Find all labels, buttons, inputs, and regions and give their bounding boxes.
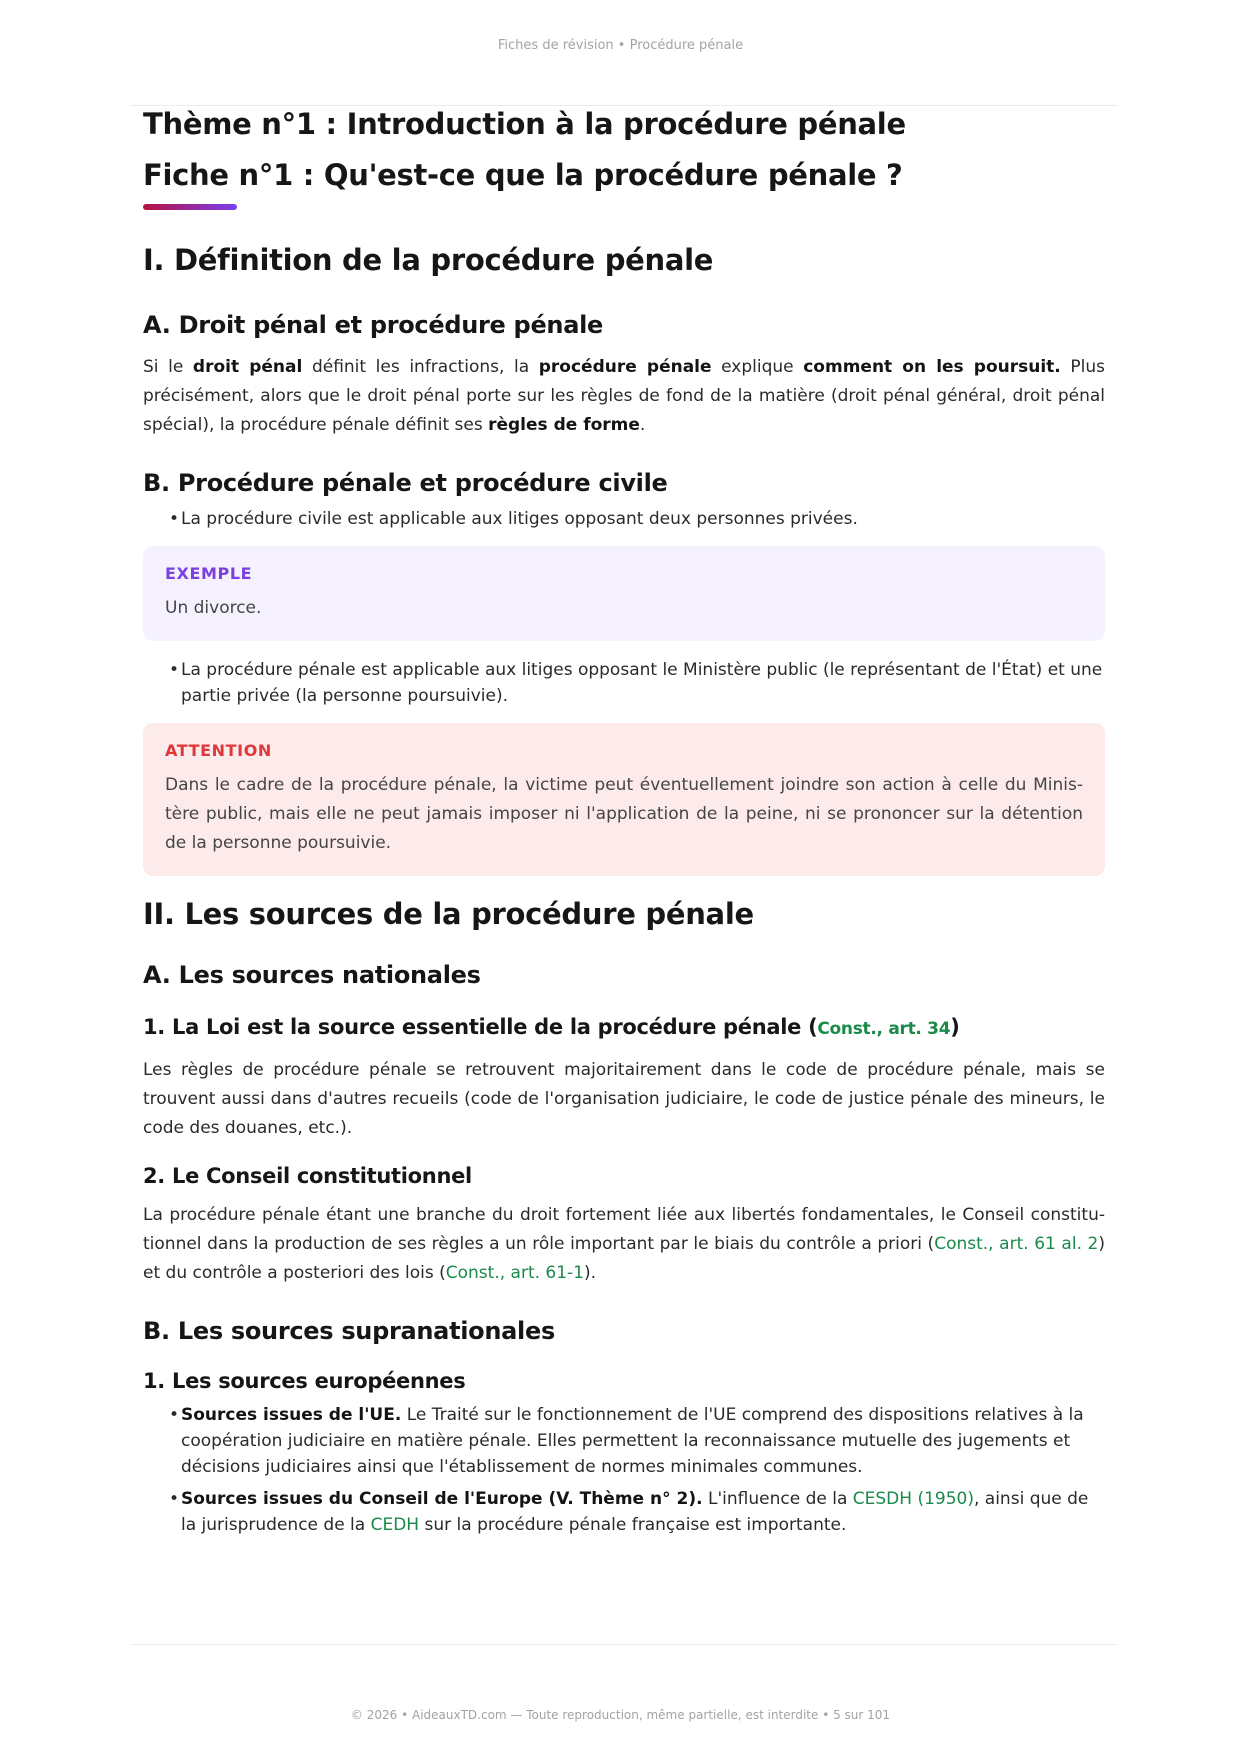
list-item: • La procédure civile est applicable aux litiges opposant deux personnes privées. [181, 506, 1105, 532]
text-run: L'influence de la [702, 1489, 853, 1509]
example-text: Un divorce. [165, 598, 262, 618]
example-tag: EXEMPLE [165, 564, 253, 583]
footer-divider [130, 1644, 1118, 1645]
section-1-heading: I. Définition de la procédure pénale [143, 243, 714, 277]
legal-reference-link[interactable]: Const., art. 61 al. 2 [934, 1234, 1099, 1254]
bold-term: comment on les poursuit. [803, 357, 1061, 377]
section-1b-heading: B. Procédure pénale et procédure civile [143, 469, 668, 497]
bold-term: Sources issues du Conseil de l'Europe (V. Thème n° 2). [181, 1489, 703, 1509]
text-run: ). [584, 1263, 597, 1283]
source-loi-heading [143, 1012, 1105, 1044]
section-1a-paragraph [143, 353, 1105, 440]
section-2-heading: II. Les sources de la procédure pénale [143, 897, 754, 931]
fiche-title: Fiche n°1 : Qu'est-ce que la procédure pénale ? [143, 158, 903, 192]
warning-text: Dans le cadre de la procédure pénale, la victime peut éventuellement joindre son action à celle du Ministère public, mais elle ne peut jamais imposer ni l'application de la peine, ni se prononcer sur la détention de la personne poursuivie. [165, 775, 1083, 853]
heading-text: ) [950, 1015, 960, 1039]
section-1a-heading: A. Droit pénal et procédure pénale [143, 311, 604, 339]
warning-tag: ATTENTION [165, 741, 272, 760]
bold-term: Sources issues de l'UE. [181, 1405, 402, 1425]
source-loi-paragraph: Les règles de procédure pénale se retrouvent majoritairement dans le code de procédure pénale, mais se trouvent aussi dans d'autres recueils (code de l'organisation judiciaire, le code de justice pénale des mineurs, le code des douanes, etc.). [143, 1060, 1105, 1138]
conseil-constitutionnel-heading: 2. Le Conseil constitutionnel [143, 1164, 472, 1188]
title-accent-bar [143, 204, 237, 210]
text-run: La procédure pénale étant une branche du droit fortement liée aux libertés fondamentales, le Conseil constitutionnel dans la production de ses règles a un rôle important par le biais du contrôle a priori ( [143, 1205, 1105, 1254]
text-run: définit les infractions, la [302, 357, 539, 377]
theme-title: Thème n°1 : Introduction à la procédure pénale [143, 107, 906, 141]
bullet-list [143, 506, 1105, 532]
list-item [181, 1402, 1105, 1480]
text-run: sur la procédure pénale française est importante. [419, 1515, 847, 1535]
text-run: . [639, 415, 646, 435]
text-run: ) et du contrôle a posteriori des lois ( [143, 1234, 1106, 1283]
page-footer: © 2026 • AideauxTD.com — Toute reproduction, même partielle, est interdite • 5 sur 101 [350, 1708, 891, 1722]
text-run: explique [711, 357, 804, 377]
legal-reference-link[interactable]: CEDH [370, 1515, 420, 1535]
text-run: Le Traité sur le fonctionnement de l'UE comprend des dispositions relatives à la coopération judiciaire en matière pénale. Elles permettent la reconnaissance mutuelle des jugements et décisions judiciaires ainsi que l'établissement de normes minimales communes. [181, 1405, 1084, 1477]
bold-term: droit pénal [192, 357, 303, 377]
sources-europeennes-heading: 1. Les sources européennes [143, 1369, 466, 1393]
example-callout [143, 546, 1105, 641]
text-run: Si le [143, 357, 193, 377]
legal-reference-link[interactable]: CESDH (1950) [852, 1489, 974, 1509]
legal-reference-link[interactable]: Const., art. 34 [817, 1019, 951, 1039]
section-2a-heading: A. Les sources nationales [143, 961, 481, 989]
running-header: Fiches de révision • Procédure pénale [497, 38, 744, 53]
list-item [181, 1486, 1105, 1538]
legal-reference-link[interactable]: Const., art. 61-1 [445, 1263, 585, 1283]
bullet-list [143, 657, 1105, 709]
document-body [143, 104, 1105, 1538]
bold-term: procédure pénale [538, 357, 712, 377]
text-run: Plus précisément, alors que le droit pénal porte sur les règles de fond de la matière (droit pénal général, droit pénal spécial), la procédure pénale définit ses [143, 357, 1105, 435]
heading-text: 1. La Loi est la source essentielle de la procédure pénale ( [143, 1015, 818, 1039]
conseil-constitutionnel-paragraph [143, 1201, 1105, 1288]
section-2b-heading: B. Les sources supranationales [143, 1317, 555, 1345]
bold-term: règles de forme [488, 415, 640, 435]
warning-callout [143, 723, 1105, 876]
text-run: , ainsi que de la jurisprudence de la [181, 1489, 1089, 1535]
list-item: • La procédure pénale est applicable aux litiges opposant le Ministère public (le représentant de l'État) et une partie privée (la personne poursuivie). [181, 657, 1105, 709]
bullet-list [143, 1402, 1105, 1538]
